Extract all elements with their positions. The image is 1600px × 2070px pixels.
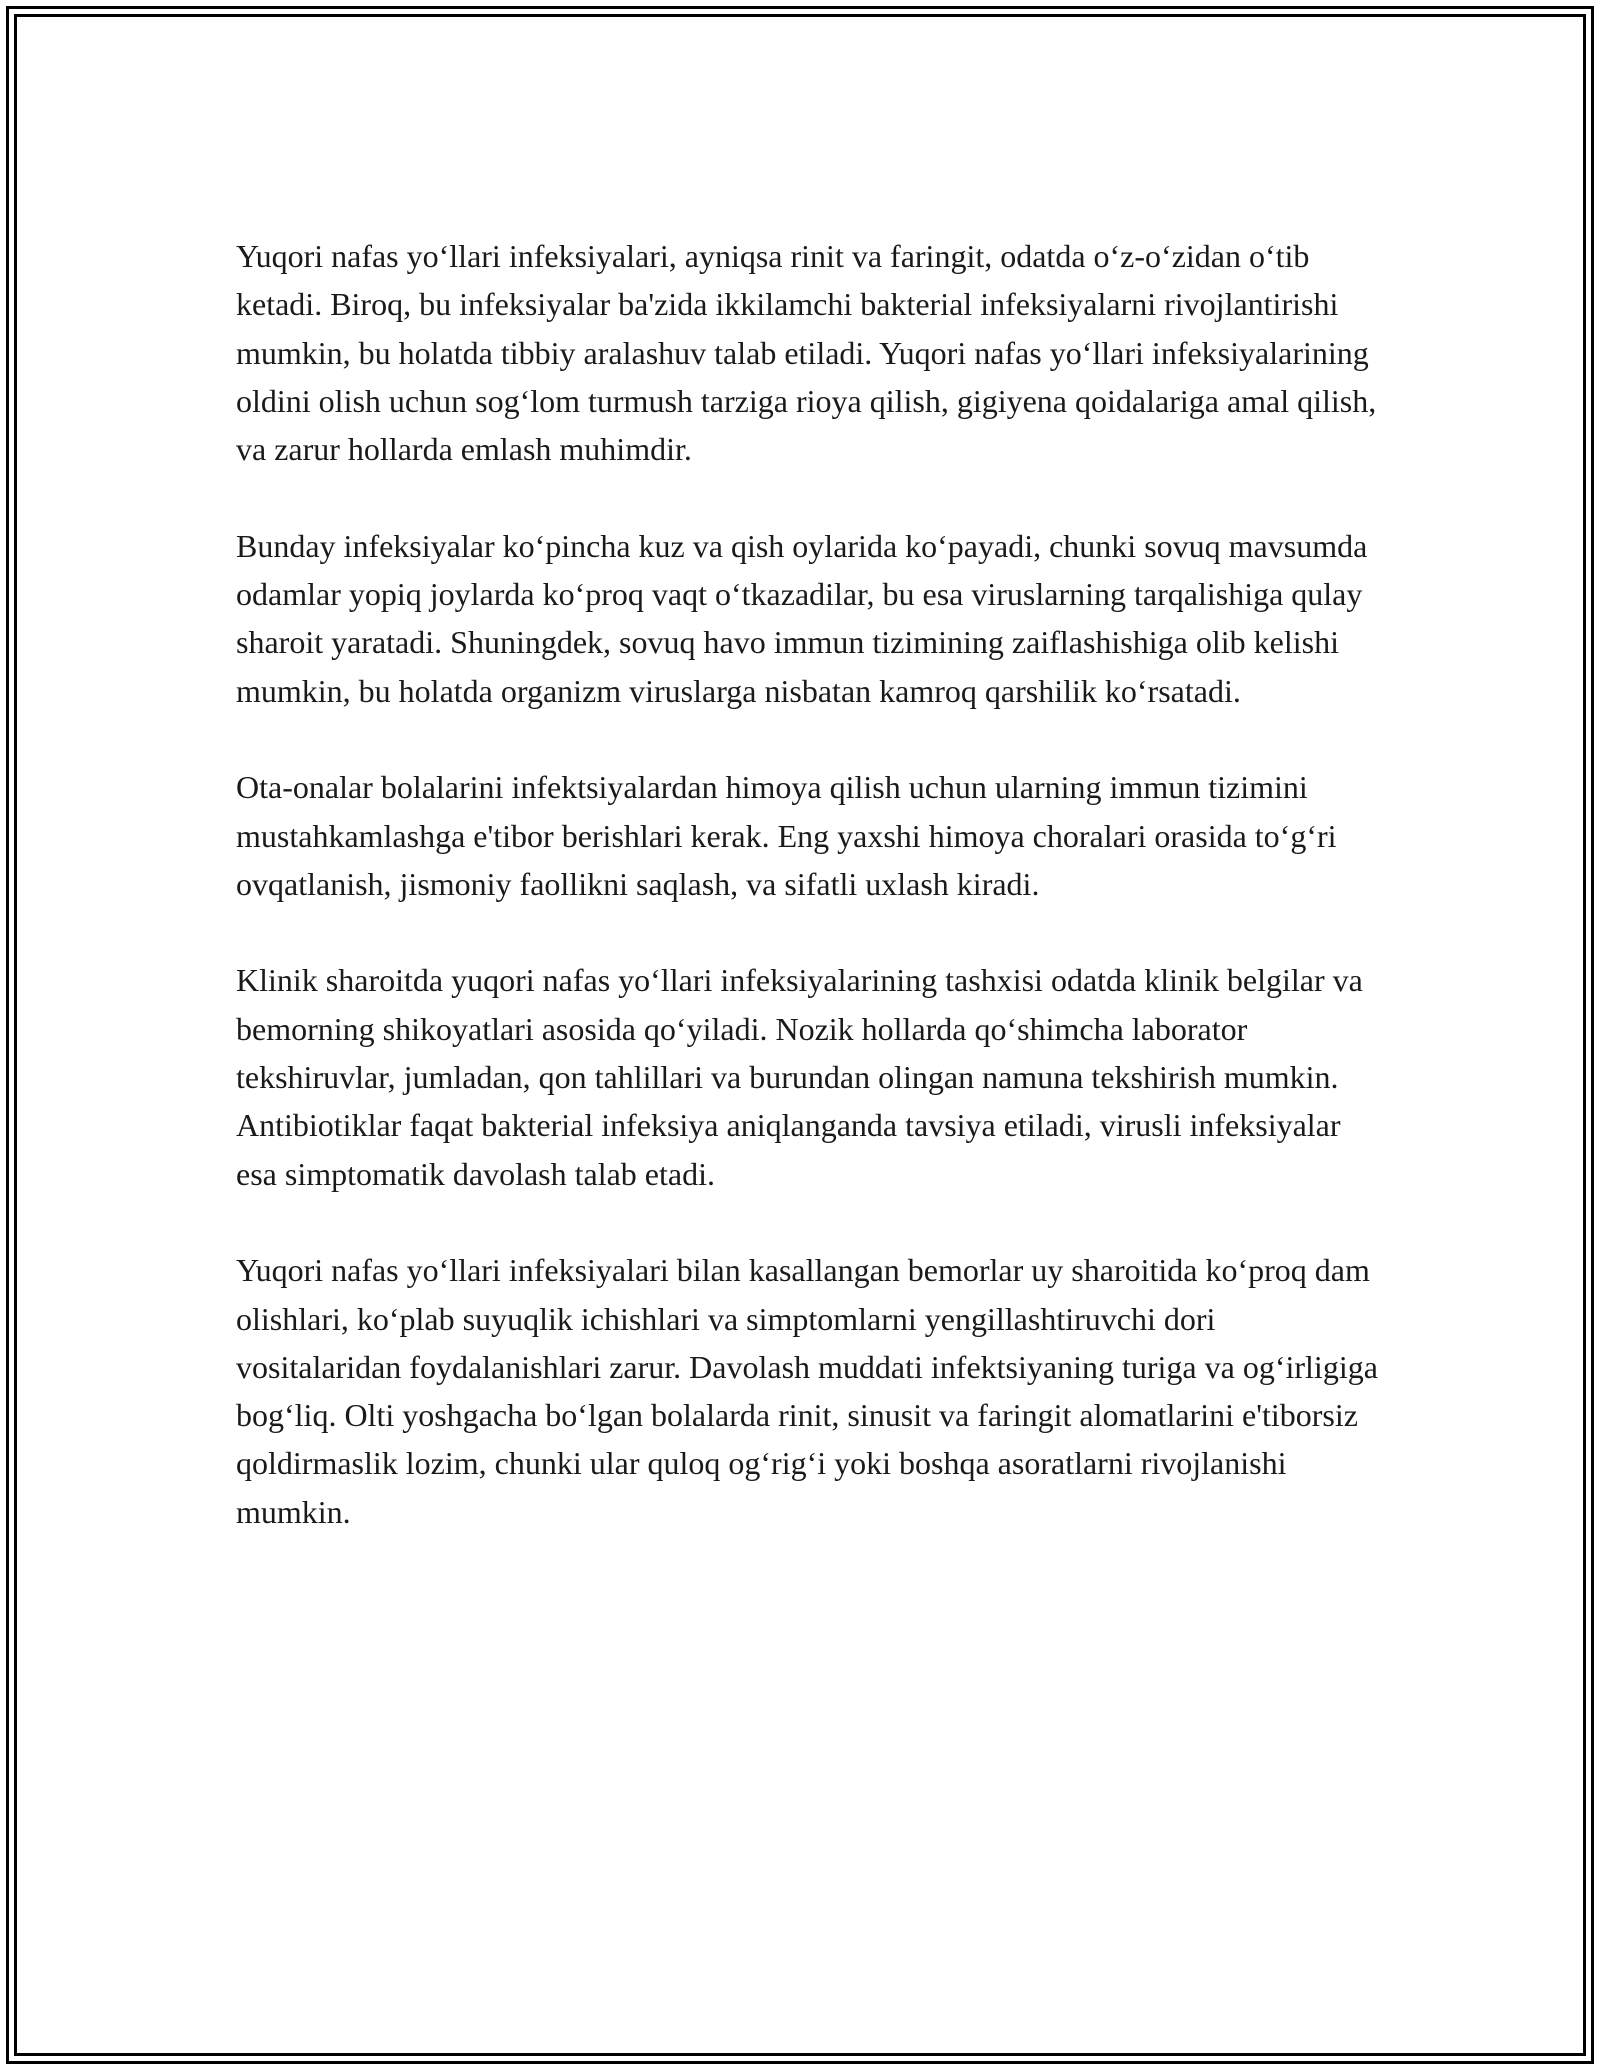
paragraph-3: Ota-onalar bolalarini infektsiyalardan himoya qilish uchun ularning immun tizimini mustahkamlashga e'tibor berishlari kerak. Eng yaxshi himoya choralari orasida to‘g‘ri ovqatlanish, jismoniy faollikni saqlash, va sifatli uxlash kiradi. xyxy=(236,769,1337,902)
paragraph-5: Yuqori nafas yo‘llari infeksiyalari bilan kasallangan bemorlar uy sharoitida ko‘proq dam olishlari, ko‘plab suyuqlik ichishlari va simptomlarni yengillashtiruvchi dori vositalaridan foydalanishlari zarur. Davolash muddati infektsiyaning turiga va og‘irligiga bog‘liq. Olti yoshgacha bo‘lgan bolalarda rinit, sinusit va faringit alomatlarini e'tiborsiz qoldirmaslik lozim, chunki ular quloq og‘rig‘i yoki boshqa asoratlarni rivojlanishi mumkin. xyxy=(236,1252,1378,1530)
paragraph-1: Yuqori nafas yo‘llari infeksiyalari, ayniqsa rinit va faringit, odatda o‘z-o‘zidan o‘tib ketadi. Biroq, bu infeksiyalar ba'zida ikkilamchi bakterial infeksiyalarni rivojlantirishi mumkin, bu holatda tibbiy aralashuv talab etiladi. Yuqori nafas yo‘llari infeksiyalarining oldini olish uchun sog‘lom turmush tarziga rioya qilish, gigiyena qoidalariga amal qilish, va zarur hollarda emlash muhimdir. xyxy=(236,238,1377,468)
paragraph-4: Klinik sharoitda yuqori nafas yo‘llari infeksiyalarining tashxisi odatda klinik belgilar va bemorning shikoyatlari asosida qo‘yiladi. Nozik hollarda qo‘shimcha laborator tekshiruvlar, jumladan, qon tahlillari va burundan olingan namuna tekshirish mumkin. Antibiotiklar faqat bakterial infeksiya aniqlanganda tavsiya etiladi, virusli infeksiyalar esa simptomatik davolash talab etadi. xyxy=(236,962,1363,1192)
paragraph-2: Bunday infeksiyalar ko‘pincha kuz va qish oylarida ko‘payadi, chunki sovuq mavsumda odamlar yopiq joylarda ko‘proq vaqt o‘tkazadilar, bu esa viruslarning tarqalishiga qulay sharoit yaratadi. Shuningdek, sovuq havo immun tizimining zaiflashishiga olib kelishi mumkin, bu holatda organizm viruslarga nisbatan kamroq qarshilik ko‘rsatadi. xyxy=(236,527,1368,709)
document-body xyxy=(236,232,1386,1536)
